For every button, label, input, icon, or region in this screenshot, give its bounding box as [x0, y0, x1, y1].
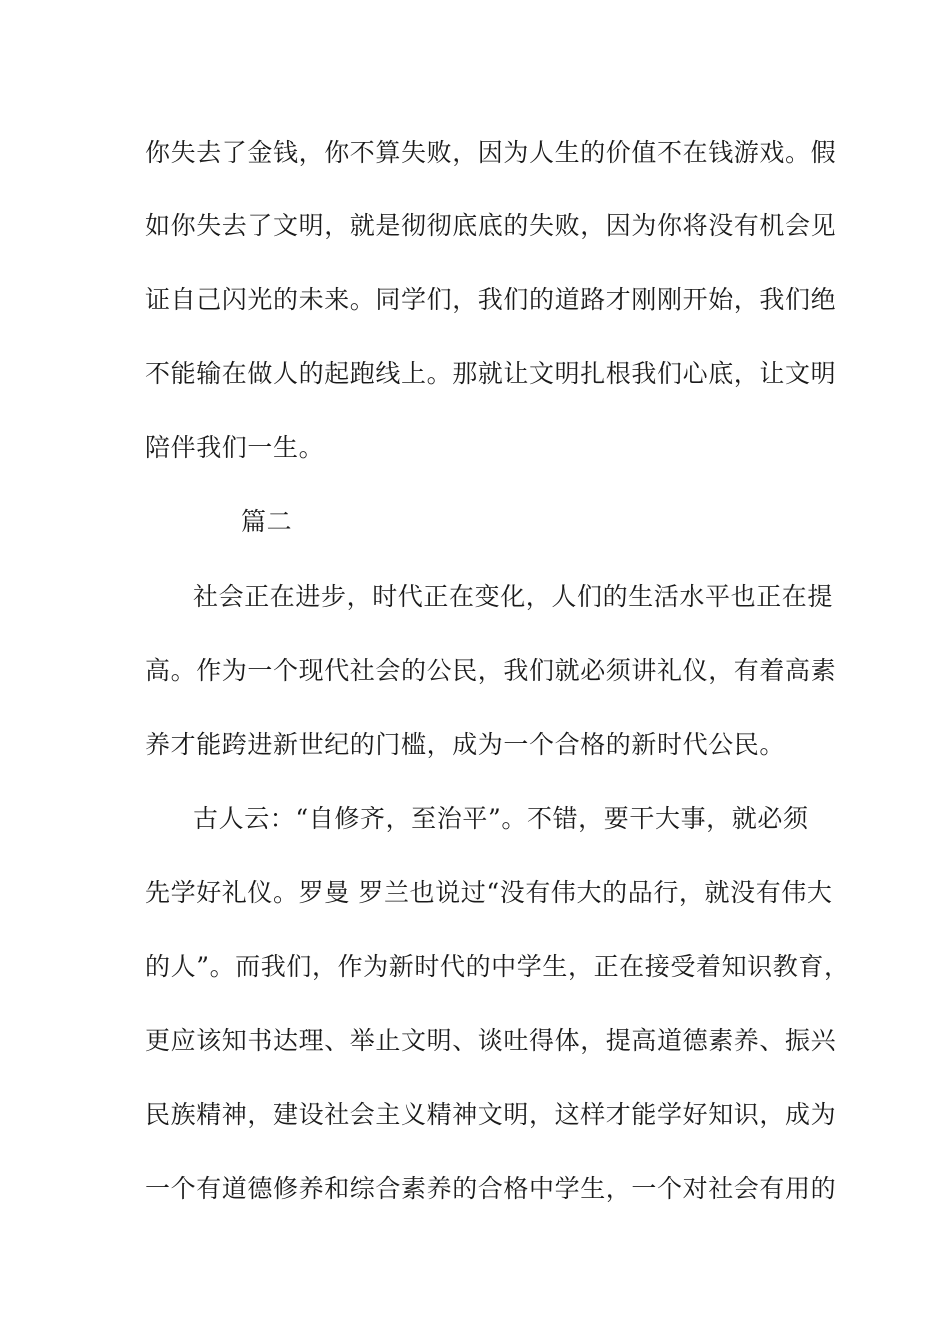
text-line: 陪伴我们一生。 — [145, 433, 325, 462]
text-line: 民族精神，建设社会主义精神文明，这样才能学好知识，成为 — [145, 1100, 837, 1129]
text-line: 古人云：“自修齐，至治平”。不错，要干大事，就必须 — [193, 804, 809, 833]
text-line: 高。作为一个现代社会的公民，我们就必须讲礼仪，有着高素 — [145, 656, 837, 685]
text-line: 证自己闪光的未来。同学们，我们的道路才刚刚开始，我们绝 — [145, 285, 837, 314]
text-line: 先学好礼仪。罗曼 罗兰也说过“没有伟大的品行，就没有伟大 — [145, 878, 833, 907]
text-line: 的人”。而我们，作为新时代的中学生，正在接受着知识教育， — [145, 952, 850, 981]
text-line: 养才能跨进新世纪的门槛，成为一个合格的新时代公民。 — [145, 730, 786, 759]
text-line: 一个有道德修养和综合素养的合格中学生，一个对社会有用的 — [145, 1174, 837, 1203]
text-line: 不能输在做人的起跑线上。那就让文明扎根我们心底，让文明 — [145, 359, 837, 388]
text-line: 社会正在进步，时代正在变化，人们的生活水平也正在提 — [193, 582, 834, 611]
section-heading: 篇二 — [241, 507, 293, 536]
text-line: 更应该知书达理、举止文明、谈吐得体，提高道德素养、振兴 — [145, 1026, 837, 1055]
text-line: 如你失去了文明，就是彻彻底底的失败，因为你将没有机会见 — [145, 211, 837, 240]
text-line: 你失去了金钱，你不算失败，因为人生的价值不在钱游戏。假 — [145, 138, 837, 167]
